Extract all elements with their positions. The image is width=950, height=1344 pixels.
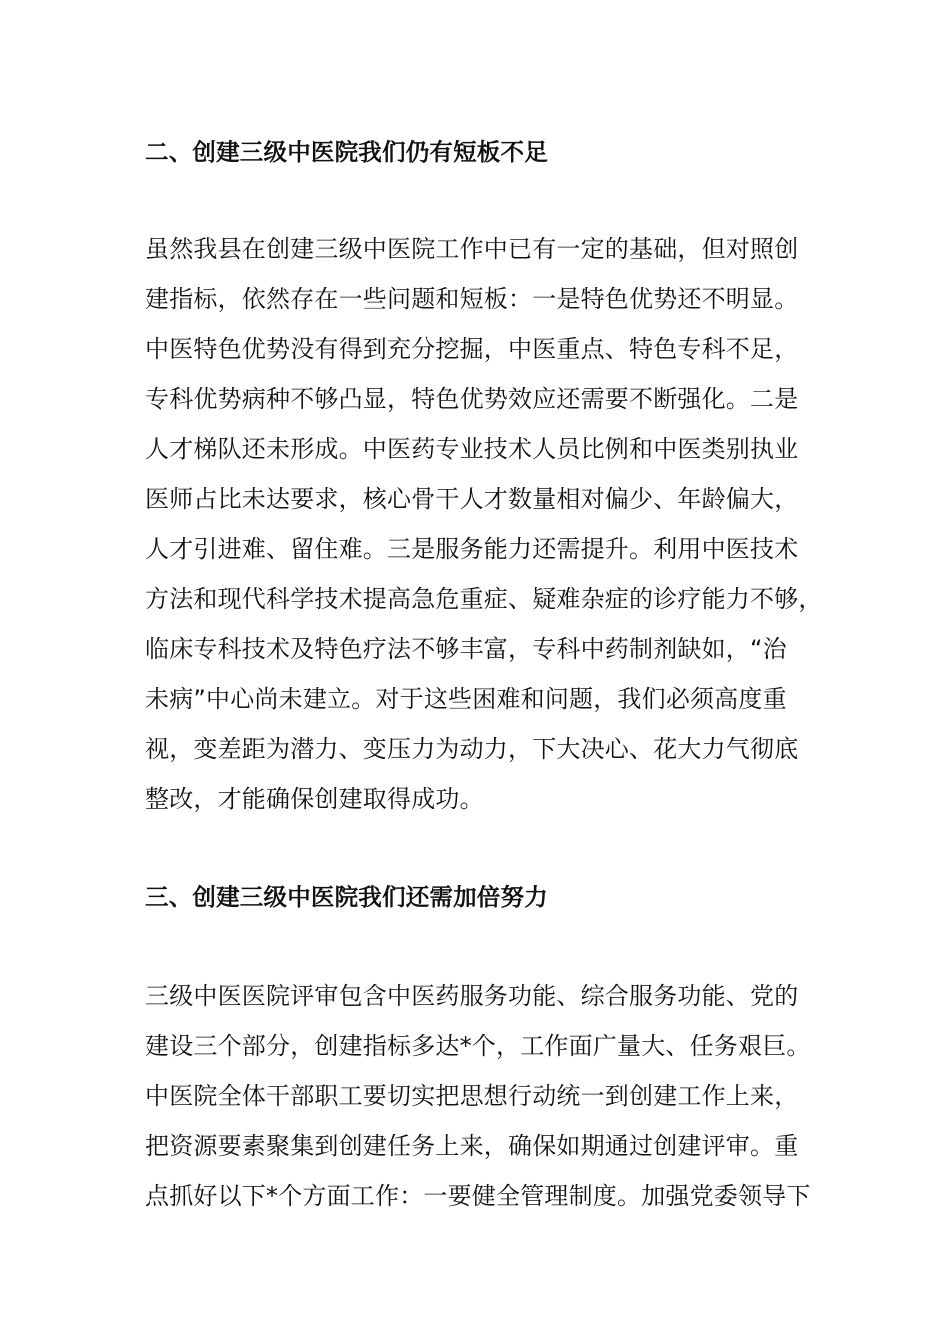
paragraph-line: 方法和现代科学技术提高急危重症、疑难杂症的诊疗能力不够，: [145, 585, 823, 613]
paragraph-line: 虽然我县在创建三级中医院工作中已有一定的基础，但对照创: [145, 235, 799, 263]
heading-text: 二、创建三级中医院我们仍有短板不足: [145, 138, 548, 166]
paragraph-line: 专科优势病种不够凸显，特色优势效应还需要不断强化。二是: [145, 385, 799, 413]
paragraph-line: 医师占比未达要求，核心骨干人才数量相对偏少、年龄偏大，: [145, 485, 799, 513]
paragraph-line: 人才梯队还未形成。中医药专业技术人员比例和中医类别执业: [145, 435, 799, 463]
section-paragraph-2: [145, 224, 825, 824]
section-paragraph-3: [145, 971, 825, 1221]
heading-text: 三、创建三级中医院我们还需加倍努力: [145, 883, 548, 911]
paragraph-line: 中医特色优势没有得到充分挖掘，中医重点、特色专科不足，: [145, 335, 799, 363]
paragraph-line: 整改，才能确保创建取得成功。: [145, 785, 484, 813]
paragraph-line: 建设三个部分，创建指标多达*个，工作面广量大、任务艰巨。: [145, 1032, 811, 1060]
paragraph-line: 视，变差距为潜力、变压力为动力，下大决心、花大力气彻底: [145, 735, 799, 763]
paragraph-line: 把资源要素聚集到创建任务上来，确保如期通过创建评审。重: [145, 1132, 799, 1160]
section-heading-3: [145, 872, 825, 922]
paragraph-line: 三级中医医院评审包含中医药服务功能、综合服务功能、党的: [145, 982, 799, 1010]
section-heading-2: [145, 127, 825, 177]
paragraph-line: 建指标，依然存在一些问题和短板：一是特色优势还不明显。: [145, 285, 799, 313]
paragraph-line: 未病”中心尚未建立。对于这些困难和问题，我们必须高度重: [145, 685, 787, 713]
paragraph-line: 点抓好以下*个方面工作：一要健全管理制度。加强党委领导下: [145, 1182, 811, 1210]
paragraph-line: 人才引进难、留住难。三是服务能力还需提升。利用中医技术: [145, 535, 799, 563]
paragraph-line: 临床专科技术及特色疗法不够丰富，专科中药制剂缺如，“治: [145, 635, 787, 663]
paragraph-line: 中医院全体干部职工要切实把思想行动统一到创建工作上来，: [145, 1082, 799, 1110]
